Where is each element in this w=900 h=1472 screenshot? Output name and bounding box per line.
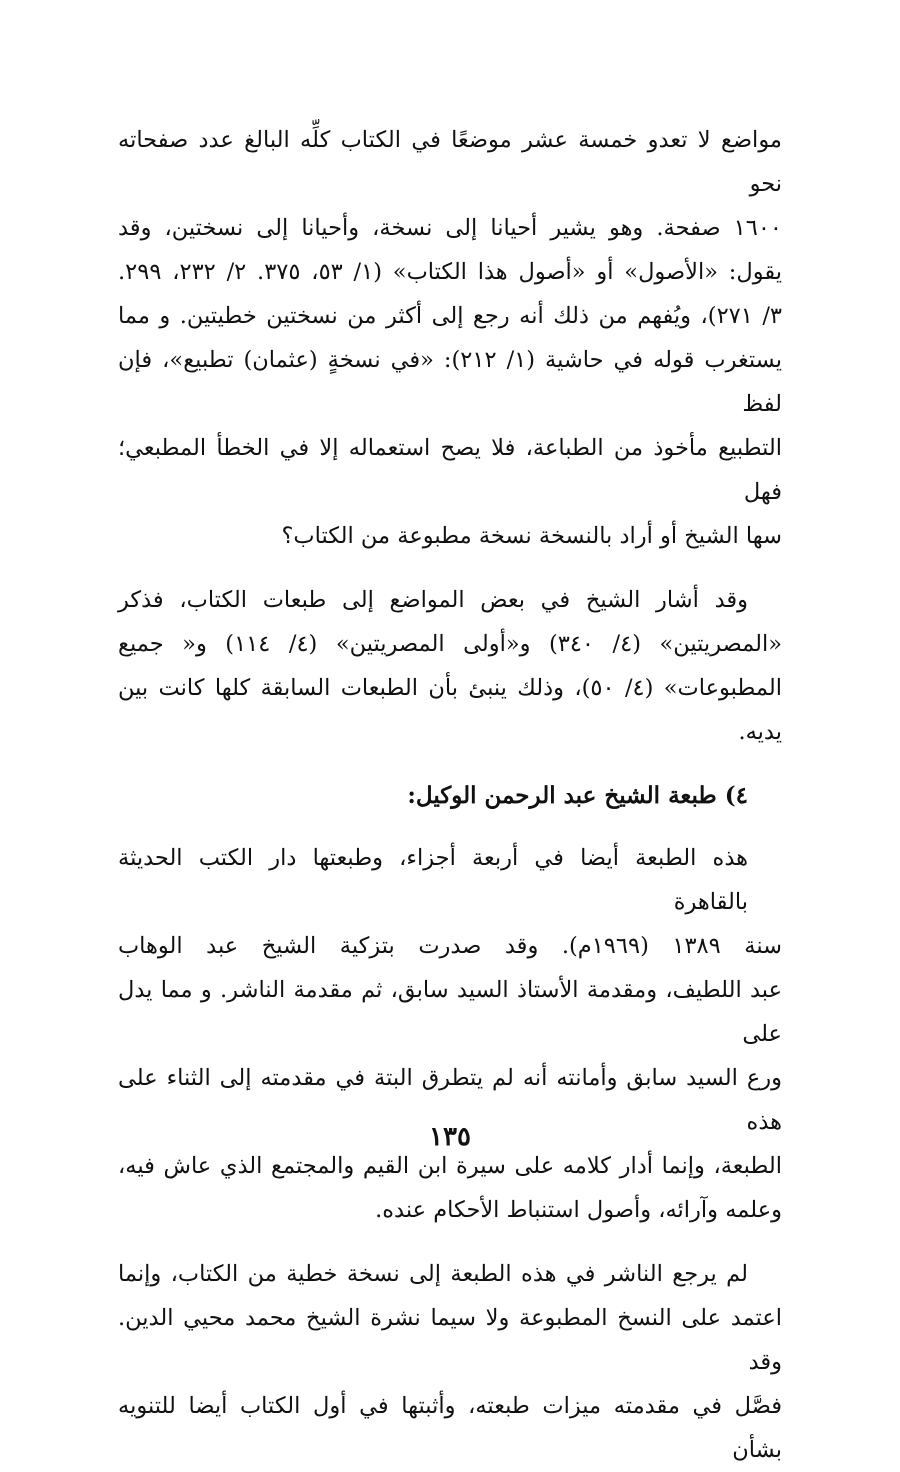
text-line: سنة ١٣٨٩ (١٩٦٩م). وقد صدرت بتزكية الشيخ عبد الوهاب — [118, 933, 782, 959]
text-line: مواضع لا تعدو خمسة عشر موضعًا في الكتاب كلِّه البالغ عدد صفحاته نحو — [118, 127, 782, 197]
text-line: «المصريتين» (٤/ ٣٤٠) و«أولى المصريتين» (٤/ ١١٤) و« جميع — [118, 631, 783, 657]
paragraph-2 — [118, 578, 782, 754]
paragraph-3 — [118, 836, 782, 1232]
paragraph-1 — [118, 118, 782, 558]
text-line: فصَّل في مقدمته ميزات طبعته، وأثبتها في أول الكتاب أيضا للتنويه بشأن — [118, 1393, 782, 1463]
text-line: عبد اللطيف، ومقدمة الأستاذ السيد سابق، ثم مقدمة الناشر. و مما يدل على — [118, 977, 782, 1047]
text-line: هذه الطبعة أيضا في أربعة أجزاء، وطبعتها دار الكتب الحديثة بالقاهرة — [118, 845, 748, 915]
text-line: وعلمه وآرائه، وأصول استنباط الأحكام عنده. — [375, 1197, 782, 1223]
text-line: التطبيع مأخوذ من الطباعة، فلا يصح استعماله إلا في الخطأ المطبعي؛ فهل — [118, 435, 782, 505]
text-line: يقول: «الأصول» أو «أصول هذا الكتاب» (١/ ٥٣، ٣٧٥. ٢/ ٢٣٢، ٢٩٩. — [118, 259, 782, 285]
paragraph-4 — [118, 1252, 782, 1472]
text-line: لم يرجع الناشر في هذه الطبعة إلى نسخة خطية من الكتاب، وإنما — [118, 1261, 748, 1287]
text-line: يديه. — [738, 719, 782, 745]
section-heading: ٤) طبعة الشيخ عبد الرحمن الوكيل: — [407, 782, 748, 809]
text-line: يستغرب قوله في حاشية (١/ ٢١٢): «في نسخةٍ (عثمان) تطبيع»، فإن لفظ — [118, 347, 782, 417]
text-line: سها الشيخ أو أراد بالنسخة نسخة مطبوعة من الكتاب؟ — [281, 523, 782, 549]
text-line: ١٦٠٠ صفحة. وهو يشير أحيانا إلى نسخة، وأحيانا إلى نسختين، وقد — [118, 215, 782, 241]
text-line: وقد أشار الشيخ في بعض المواضع إلى طبعات الكتاب، فذكر — [118, 587, 748, 613]
text-line: ورع السيد سابق وأمانته أنه لم يتطرق البتة في مقدمته إلى الثناء على هذه — [118, 1065, 782, 1135]
page-number: ١٣٥ — [429, 1122, 471, 1152]
text-line: ٣/ ٢٧١)، ويُفهم من ذلك أنه رجع إلى أكثر من نسختين خطيتين. و مما — [118, 303, 782, 329]
text-line: اعتمد على النسخ المطبوعة ولا سيما نشرة الشيخ محمد محيي الدين. وقد — [118, 1305, 782, 1375]
text-line: المطبوعات» (٤/ ٥٠)، وذلك ينبئ بأن الطبعات السابقة كلها كانت بين — [118, 675, 783, 701]
text-line: الطبعة، وإنما أدار كلامه على سيرة ابن القيم والمجتمع الذي عاش فيه، — [118, 1153, 782, 1179]
